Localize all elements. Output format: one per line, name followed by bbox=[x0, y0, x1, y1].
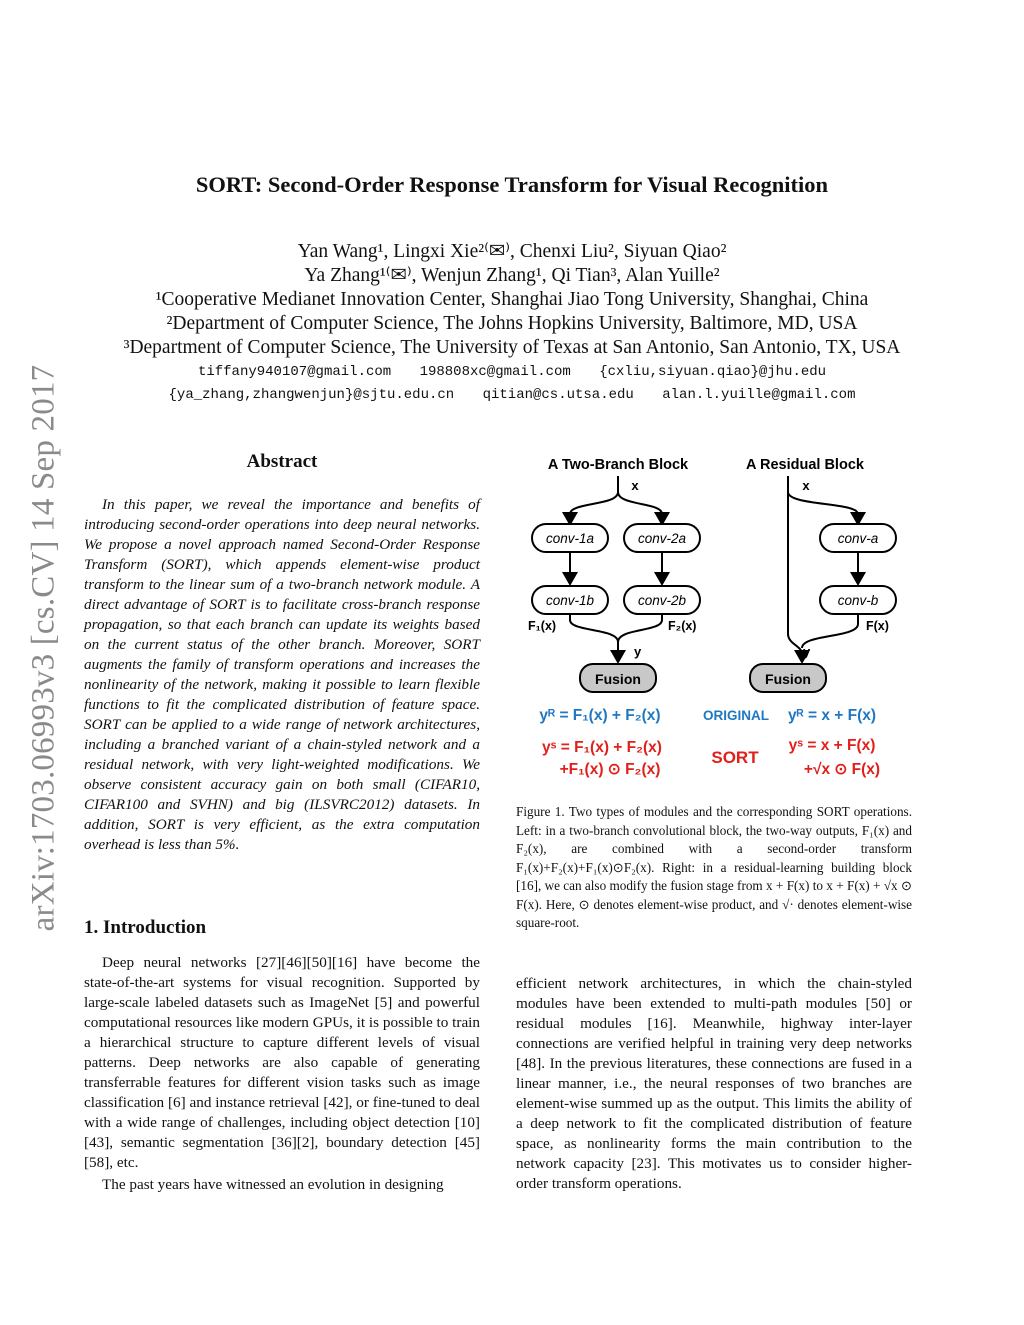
affiliation-1: ¹Cooperative Medianet Innovation Center, Shanghai Jiao Tong University, Shanghai, China bbox=[155, 289, 869, 310]
merge-line-left bbox=[570, 614, 618, 642]
f1-label: F₁(x) bbox=[528, 619, 557, 633]
email-link[interactable]: qitian@cs.utsa.edu bbox=[482, 387, 634, 403]
intro-paragraph-3: efficient network architectures, in which the chain-styled modules have been extended to multi-path modules [50] or residual modules [16]. Meanwhile, highway inter-layer connections are verified helpful in training very deep networks [48]. In the previous literatures, these connections are fused in a linear manner, i.e., the neural responses of two branches are element-wise summed up as the output. This limits the ability of a deep network to fit the complicated distribution of feature space, as nonlinearity forms the main contribution to the network capacity [23]. This motivates us to consider higher-order transform operations. bbox=[516, 975, 912, 1192]
merge-line-right bbox=[618, 614, 662, 642]
intro-paragraph-1: Deep neural networks [27][46][50][16] have become the state-of-the-art systems for visual recognition. Supported by large-scale labeled datasets such as ImageNet [5] and powerful computational resources like modern GPUs, it is possible to train a hierarchical structure to capture different levels of visual patterns. Deep networks are also capable of generating transferrable features for different vision tasks such as image classification [6] and instance retrieval [42], or fine-tuned to deal with a wide range of challenges, including object detection [10][43], semantic segmentation [36][2], boundary detection [45][58], etc. bbox=[84, 954, 480, 1171]
input-x-label: x bbox=[631, 478, 639, 493]
conv-2a-label: conv-2a bbox=[637, 531, 687, 546]
author-line-1: Yan Wang¹, Lingxi Xie²⁽✉⁾, Chenxi Liu², Siyuan Qiao² bbox=[297, 241, 727, 262]
conv-1a-label: conv-1a bbox=[545, 531, 595, 546]
affiliation-2: ²Department of Computer Science, The Johns Hopkins University, Baltimore, MD, USA bbox=[166, 313, 858, 334]
email-row-1 bbox=[0, 364, 1024, 380]
eq-original-residual: yᴿ = x + F(x) bbox=[787, 707, 877, 724]
arxiv-identifier-text: arXiv:1703.06993v3 [cs.CV] 14 Sep 2017 bbox=[25, 364, 62, 931]
res-branch-arrow bbox=[788, 492, 858, 524]
conv-1b-label: conv-1b bbox=[545, 593, 595, 608]
residual-title: A Residual Block bbox=[746, 457, 864, 473]
fusion-label-right: Fusion bbox=[765, 671, 811, 687]
eq-sort-residual-1: yˢ = x + F(x) bbox=[788, 737, 876, 754]
output-y-label: y bbox=[803, 644, 811, 659]
arxiv-identifier bbox=[24, 355, 64, 940]
eq-sort-two-branch-1: yˢ = F₁(x) + F₂(x) bbox=[542, 739, 662, 756]
conv-a-label: conv-a bbox=[837, 531, 879, 546]
email-link[interactable]: 198808xc@gmail.com bbox=[419, 364, 571, 380]
abstract-body bbox=[84, 495, 480, 855]
email-link[interactable]: {ya_zhang,zhangwenjun}@sjtu.edu.cn bbox=[168, 387, 455, 403]
email-row-2 bbox=[0, 387, 1024, 403]
intro-left-column bbox=[84, 953, 480, 1195]
affiliation-3: ³Department of Computer Science, The University of Texas at San Antonio, San Antonio, TX, USA bbox=[123, 337, 901, 358]
eq-original-two-branch: yᴿ = F₁(x) + F₂(x) bbox=[539, 707, 661, 724]
figure-1-caption: Figure 1. Two types of modules and the corresponding SORT operations. Left: in a two-branch convolutional block, the two-way outputs, F₁(x) and F₂(x), are combined with a second-order transform F₁(x)+F₂(x)+F₁(x)⊙F₂(x). Right: in a residual-learning building block [16], we can also modify the fusion stage from x + F(x) to x + F(x) + √x ⊙ F(x). Here, ⊙ denotes element-wise product, and √· denotes element-wise square-root. bbox=[516, 804, 912, 930]
f2-label: F₂(x) bbox=[668, 619, 697, 633]
abstract-heading: Abstract bbox=[246, 451, 318, 472]
conv-b-label: conv-b bbox=[837, 593, 879, 608]
eq-sort-two-branch-2: +F₁(x) ⊙ F₂(x) bbox=[559, 761, 661, 778]
res-merge-line bbox=[802, 614, 858, 648]
email-link[interactable]: {cxliu,siyuan.qiao}@jhu.edu bbox=[599, 364, 827, 380]
intro-paragraph-2: The past years have witnessed an evolution in designing bbox=[102, 1176, 444, 1193]
abstract-text: In this paper, we reveal the importance and benefits of introducing second-order operations into deep neural networks. We propose a novel approach named Second-Order Response Transform (SORT), which appends element-wise product transform to the linear sum of a two-branch network module. A direct advantage of SORT is to facilitate cross-branch response propagation, so that each branch can update its weights based on the current status of the other branch. Moreover, SORT augments the family of transform operations and increases the nonlinearity of the network, making it possible to learn flexible functions to fit the complicated distribution of feature space. SORT can be applied to a wide range of network architectures, including a branched variant of a chain-styled network and a residual network, with very light-weighted modifications. We observe consistent accuracy gain on both small (CIFAR10, CIFAR100 and SVHN) and big (ILSVRC2012) datasets. In addition, SORT is very efficient, as the extra computation overhead is less than 5%. bbox=[84, 496, 480, 853]
email-link[interactable]: tiffany940107@gmail.com bbox=[197, 364, 392, 380]
figure-1-diagram bbox=[516, 448, 916, 794]
intro-right-column bbox=[516, 974, 912, 1194]
eq-sort-residual-2: +√x ⊙ F(x) bbox=[803, 761, 881, 778]
original-label: ORIGINAL bbox=[703, 708, 769, 723]
conv-2b-label: conv-2b bbox=[637, 593, 687, 608]
sort-label: SORT bbox=[711, 748, 759, 767]
author-line-2: Ya Zhang¹⁽✉⁾, Wenjun Zhang¹, Qi Tian³, Alan Yuille² bbox=[304, 265, 720, 286]
fx-label: F(x) bbox=[866, 619, 889, 633]
split-arrow-left bbox=[570, 492, 618, 524]
input-x-label: x bbox=[802, 478, 810, 493]
paper-title: SORT: Second-Order Response Transform for Visual Recognition bbox=[195, 172, 829, 197]
two-branch-title: A Two-Branch Block bbox=[547, 457, 689, 473]
intro-heading: 1. Introduction bbox=[84, 917, 207, 938]
fusion-label-left: Fusion bbox=[595, 671, 641, 687]
identity-shortcut bbox=[788, 492, 802, 662]
output-y-label: y bbox=[634, 644, 642, 659]
email-link[interactable]: alan.l.yuille@gmail.com bbox=[662, 387, 856, 403]
split-arrow-right bbox=[618, 492, 662, 524]
